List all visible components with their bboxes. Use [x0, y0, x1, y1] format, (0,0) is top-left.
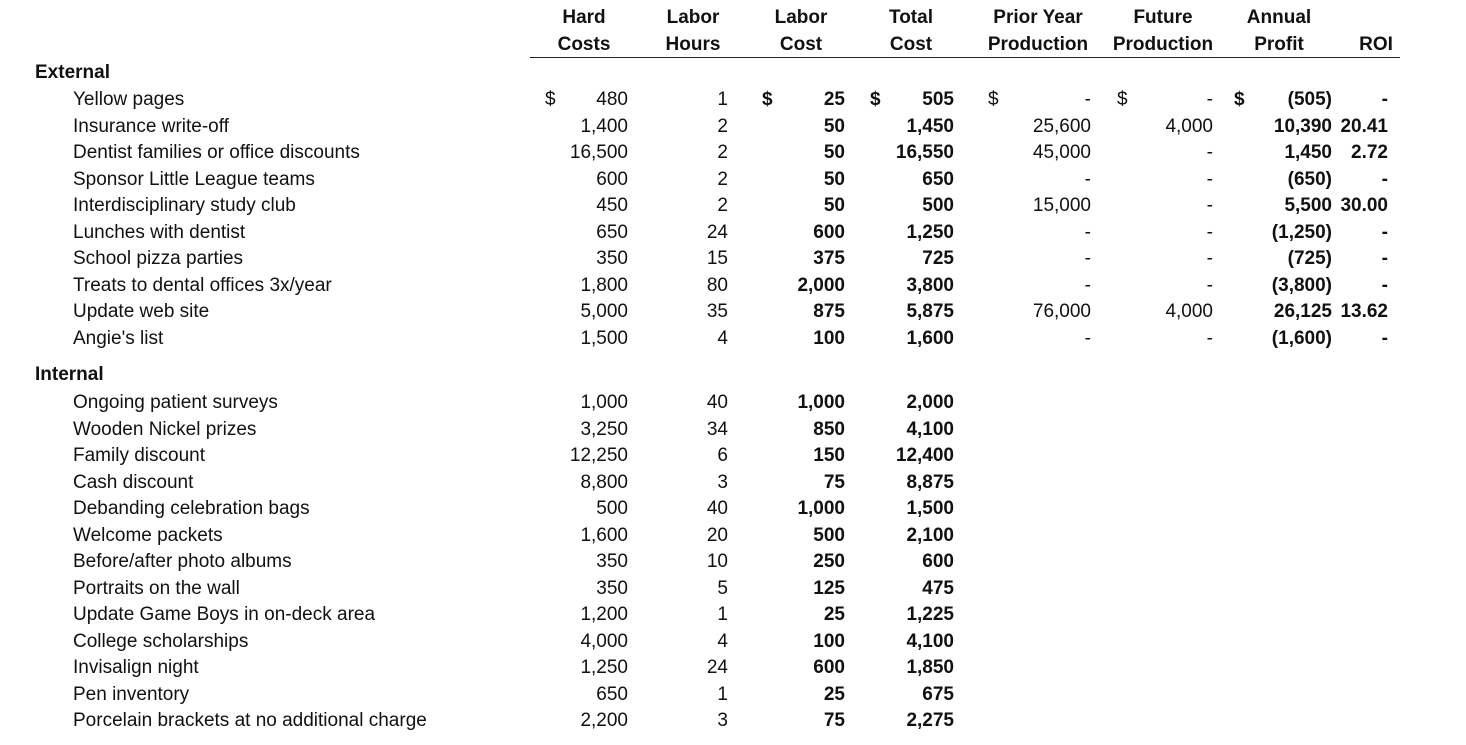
currency-symbol: $	[988, 89, 999, 110]
cell-labor-hours: 3	[717, 471, 728, 493]
cell-future-production: 4,000	[1165, 301, 1213, 322]
cell-labor-hours: 40	[706, 392, 728, 413]
cell-hard-costs: 1,600	[580, 524, 628, 546]
row-label: Insurance write-off	[73, 115, 229, 137]
cell-hard-costs: 500	[596, 498, 628, 519]
cell-annual-profit: 5,500	[1284, 195, 1332, 216]
cell-prior-year-production: -	[1084, 248, 1091, 269]
cell-labor-cost: 50	[823, 168, 845, 190]
table-row	[0, 682, 1466, 709]
table-row	[0, 576, 1466, 603]
header-labor-hours	[654, 4, 732, 58]
cell-labor-hours: 2	[717, 168, 728, 190]
cell-labor-hours: 2	[717, 115, 728, 137]
cell-roi: -	[1381, 274, 1388, 296]
table-row	[0, 655, 1466, 682]
cell-labor-cost: 25	[823, 89, 845, 110]
cell-labor-hours: 1	[717, 604, 728, 625]
cell-labor-cost: 25	[823, 683, 845, 705]
cell-labor-hours: 15	[706, 248, 728, 269]
cell-hard-costs: 16,500	[569, 142, 628, 163]
row-label: Angie's list	[73, 327, 164, 349]
cell-roi: 30.00	[1340, 195, 1388, 216]
cell-labor-hours: 1	[717, 683, 728, 705]
cell-total-cost: 12,400	[895, 445, 954, 466]
row-label: Ongoing patient surveys	[73, 392, 278, 413]
cell-hard-costs: 4,000	[580, 630, 628, 652]
cell-roi: 13.62	[1340, 301, 1388, 322]
cell-labor-cost: 250	[813, 551, 845, 572]
cell-labor-cost: 100	[813, 630, 845, 652]
cell-hard-costs: 600	[596, 168, 628, 190]
cell-prior-year-production: -	[1084, 89, 1091, 110]
header-labor-cost	[762, 4, 840, 58]
cell-labor-hours: 24	[706, 657, 728, 678]
cell-labor-cost: 1,000	[797, 498, 845, 519]
cell-total-cost: 475	[922, 577, 954, 599]
cell-prior-year-production: 45,000	[1032, 142, 1091, 163]
table-row	[0, 708, 1466, 735]
table-row	[0, 602, 1466, 629]
cell-labor-cost: 50	[823, 142, 845, 163]
cell-hard-costs: 350	[596, 551, 628, 572]
cell-labor-cost: 600	[813, 221, 845, 243]
cell-labor-cost: 375	[813, 248, 845, 269]
table-row	[0, 523, 1466, 550]
cell-total-cost: 1,600	[906, 327, 954, 349]
cell-labor-cost: 125	[813, 577, 845, 599]
cell-annual-profit: 1,450	[1284, 142, 1332, 163]
cell-labor-cost: 875	[813, 301, 845, 322]
header-line: Hard	[562, 7, 606, 28]
row-label: Before/after photo albums	[73, 551, 292, 572]
cell-labor-hours: 10	[706, 551, 728, 572]
cell-roi: 2.72	[1351, 142, 1388, 163]
cell-future-production: -	[1206, 327, 1213, 349]
table-row	[0, 246, 1466, 273]
cell-labor-cost: 500	[813, 524, 845, 546]
cell-roi: -	[1381, 221, 1388, 243]
cell-labor-hours: 4	[717, 327, 728, 349]
header-line: Annual	[1246, 7, 1312, 28]
cell-prior-year-production: 15,000	[1032, 195, 1091, 216]
row-label: Family discount	[73, 445, 205, 466]
table-row	[0, 114, 1466, 141]
cell-labor-hours: 80	[706, 274, 728, 296]
header-line: Labor	[774, 7, 828, 28]
row-label: Treats to dental offices 3x/year	[73, 274, 332, 296]
cell-hard-costs: 1,000	[580, 392, 628, 413]
cell-hard-costs: 1,200	[580, 604, 628, 625]
cell-labor-hours: 34	[706, 418, 728, 440]
table-row	[0, 140, 1466, 167]
cell-total-cost: 650	[922, 168, 954, 190]
cell-roi: 20.41	[1340, 115, 1388, 137]
cell-prior-year-production: 76,000	[1032, 301, 1091, 322]
cell-hard-costs: 12,250	[569, 445, 628, 466]
cell-labor-cost: 2,000	[797, 274, 845, 296]
header-annual-profit	[1236, 4, 1322, 58]
row-label: Portraits on the wall	[73, 577, 240, 599]
cell-total-cost: 4,100	[906, 630, 954, 652]
cell-total-cost: 5,875	[906, 301, 954, 322]
cell-labor-cost: 100	[813, 327, 845, 349]
header-hard-costs	[545, 4, 623, 58]
row-label: Porcelain brackets at no additional charge	[73, 710, 427, 731]
cell-total-cost: 1,500	[906, 498, 954, 519]
section-title: Internal	[35, 364, 104, 385]
cell-total-cost: 2,000	[906, 392, 954, 413]
header-line: Hours	[665, 34, 721, 55]
table-row	[0, 220, 1466, 247]
row-label: School pizza parties	[73, 248, 244, 269]
table-row	[0, 326, 1466, 353]
cell-total-cost: 1,250	[906, 221, 954, 243]
row-label: College scholarships	[73, 630, 249, 652]
cell-labor-cost: 50	[823, 195, 845, 216]
cell-annual-profit: (725)	[1287, 248, 1332, 269]
row-label: Wooden Nickel prizes	[73, 418, 257, 440]
cell-total-cost: 2,275	[906, 710, 954, 731]
cell-hard-costs: 650	[596, 683, 628, 705]
cell-future-production: -	[1206, 195, 1213, 216]
row-label: Pen inventory	[73, 683, 190, 705]
header-line: Cost	[779, 34, 823, 55]
cell-annual-profit: (3,800)	[1271, 274, 1332, 296]
cell-future-production: 4,000	[1165, 115, 1213, 137]
table-row	[0, 167, 1466, 194]
cell-hard-costs: 5,000	[580, 301, 628, 322]
cell-labor-hours: 24	[706, 221, 728, 243]
cell-prior-year-production: 25,600	[1032, 115, 1091, 137]
cell-labor-hours: 6	[717, 445, 728, 466]
table-row	[0, 549, 1466, 576]
header-roi	[1346, 4, 1406, 58]
cell-annual-profit: 26,125	[1273, 301, 1332, 322]
header-line: Labor	[666, 7, 720, 28]
row-label: Welcome packets	[73, 524, 223, 546]
cell-annual-profit: (1,250)	[1271, 221, 1332, 243]
cell-total-cost: 1,225	[906, 604, 954, 625]
cell-labor-hours: 35	[706, 301, 728, 322]
cell-hard-costs: 3,250	[580, 418, 628, 440]
cell-prior-year-production: -	[1084, 274, 1091, 296]
cell-labor-cost: 850	[813, 418, 845, 440]
header-total-cost	[872, 4, 950, 58]
cell-roi: -	[1381, 89, 1388, 110]
cell-total-cost: 675	[922, 683, 954, 705]
table-row	[0, 417, 1466, 444]
section-title: External	[35, 62, 110, 83]
table-row	[0, 470, 1466, 497]
cell-hard-costs: 350	[596, 248, 628, 269]
cell-labor-hours: 5	[717, 577, 728, 599]
cell-total-cost: 16,550	[895, 142, 954, 163]
header-prior-year-production	[978, 4, 1098, 58]
cell-total-cost: 500	[922, 195, 954, 216]
cell-hard-costs: 1,400	[580, 115, 628, 137]
cell-annual-profit: (1,600)	[1271, 327, 1332, 349]
header-line: Profit	[1254, 34, 1304, 55]
cell-hard-costs: 650	[596, 221, 628, 243]
cell-hard-costs: 480	[596, 89, 628, 110]
cell-future-production: -	[1206, 221, 1213, 243]
currency-symbol: $	[870, 89, 881, 110]
cell-prior-year-production: -	[1084, 327, 1091, 349]
row-label: Cash discount	[73, 471, 194, 493]
currency-symbol: $	[1117, 89, 1128, 110]
table-row	[0, 496, 1466, 523]
row-label: Yellow pages	[73, 89, 185, 110]
row-label: Lunches with dentist	[73, 221, 246, 243]
cell-prior-year-production: -	[1084, 221, 1091, 243]
cell-hard-costs: 2,200	[580, 710, 628, 731]
cell-future-production: -	[1206, 168, 1213, 190]
cell-roi: -	[1381, 327, 1388, 349]
row-label: Interdisciplinary study club	[73, 195, 296, 216]
cell-future-production: -	[1206, 274, 1213, 296]
currency-symbol: $	[1234, 89, 1245, 110]
cell-labor-cost: 25	[823, 604, 845, 625]
cell-future-production: -	[1206, 142, 1213, 163]
cell-total-cost: 1,450	[906, 115, 954, 137]
cell-hard-costs: 8,800	[580, 471, 628, 493]
cell-labor-hours: 2	[717, 142, 728, 163]
row-label: Invisalign night	[73, 657, 199, 678]
cell-labor-cost: 75	[823, 471, 845, 493]
cell-labor-cost: 150	[813, 445, 845, 466]
row-label: Update Game Boys in on-deck area	[73, 604, 376, 625]
table-row	[0, 299, 1466, 326]
header-line: Cost	[889, 34, 933, 55]
cell-total-cost: 3,800	[906, 274, 954, 296]
cell-total-cost: 725	[922, 248, 954, 269]
currency-symbol: $	[545, 89, 556, 110]
cell-hard-costs: 350	[596, 577, 628, 599]
cell-labor-hours: 4	[717, 630, 728, 652]
cell-labor-hours: 2	[717, 195, 728, 216]
header-line: Production	[987, 34, 1089, 55]
table-row	[0, 87, 1466, 114]
cell-total-cost: 8,875	[906, 471, 954, 493]
header-line	[1346, 4, 1406, 31]
cell-annual-profit: (505)	[1287, 89, 1332, 110]
header-line: ROI	[1359, 34, 1393, 55]
cell-total-cost: 1,850	[906, 657, 954, 678]
cell-annual-profit: (650)	[1287, 168, 1332, 190]
header-line: Future	[1133, 7, 1193, 28]
cell-total-cost: 505	[922, 89, 954, 110]
row-label: Debanding celebration bags	[73, 498, 310, 519]
cell-labor-cost: 1,000	[797, 392, 845, 413]
cell-hard-costs: 1,250	[580, 657, 628, 678]
cell-labor-hours: 40	[706, 498, 728, 519]
cell-labor-hours: 1	[717, 89, 728, 110]
cell-labor-cost: 600	[813, 657, 845, 678]
row-label: Sponsor Little League teams	[73, 168, 315, 190]
cell-total-cost: 2,100	[906, 524, 954, 546]
table-row	[0, 273, 1466, 300]
table-row	[0, 443, 1466, 470]
cell-total-cost: 600	[922, 551, 954, 572]
cell-labor-hours: 3	[717, 710, 728, 731]
cell-future-production: -	[1206, 248, 1213, 269]
cell-roi: -	[1381, 168, 1388, 190]
header-line: Production	[1112, 34, 1214, 55]
cell-roi: -	[1381, 248, 1388, 269]
header-line: Total	[889, 7, 933, 28]
cell-future-production: -	[1206, 89, 1213, 110]
cell-hard-costs: 1,800	[580, 274, 628, 296]
cell-labor-cost: 50	[823, 115, 845, 137]
header-line: Prior Year	[993, 7, 1083, 28]
row-label: Update web site	[73, 301, 210, 322]
cell-total-cost: 4,100	[906, 418, 954, 440]
cell-hard-costs: 450	[596, 195, 628, 216]
header-rule	[530, 57, 1400, 58]
row-label: Dentist families or office discounts	[73, 142, 360, 163]
cell-prior-year-production: -	[1084, 168, 1091, 190]
table-row	[0, 629, 1466, 656]
currency-symbol: $	[762, 89, 773, 110]
table-row	[0, 390, 1466, 417]
table-row	[0, 193, 1466, 220]
cell-annual-profit: 10,390	[1273, 115, 1332, 137]
cell-labor-hours: 20	[706, 524, 728, 546]
header-future-production	[1104, 4, 1222, 58]
cell-hard-costs: 1,500	[580, 327, 628, 349]
header-line: Costs	[557, 34, 611, 55]
cell-labor-cost: 75	[823, 710, 845, 731]
